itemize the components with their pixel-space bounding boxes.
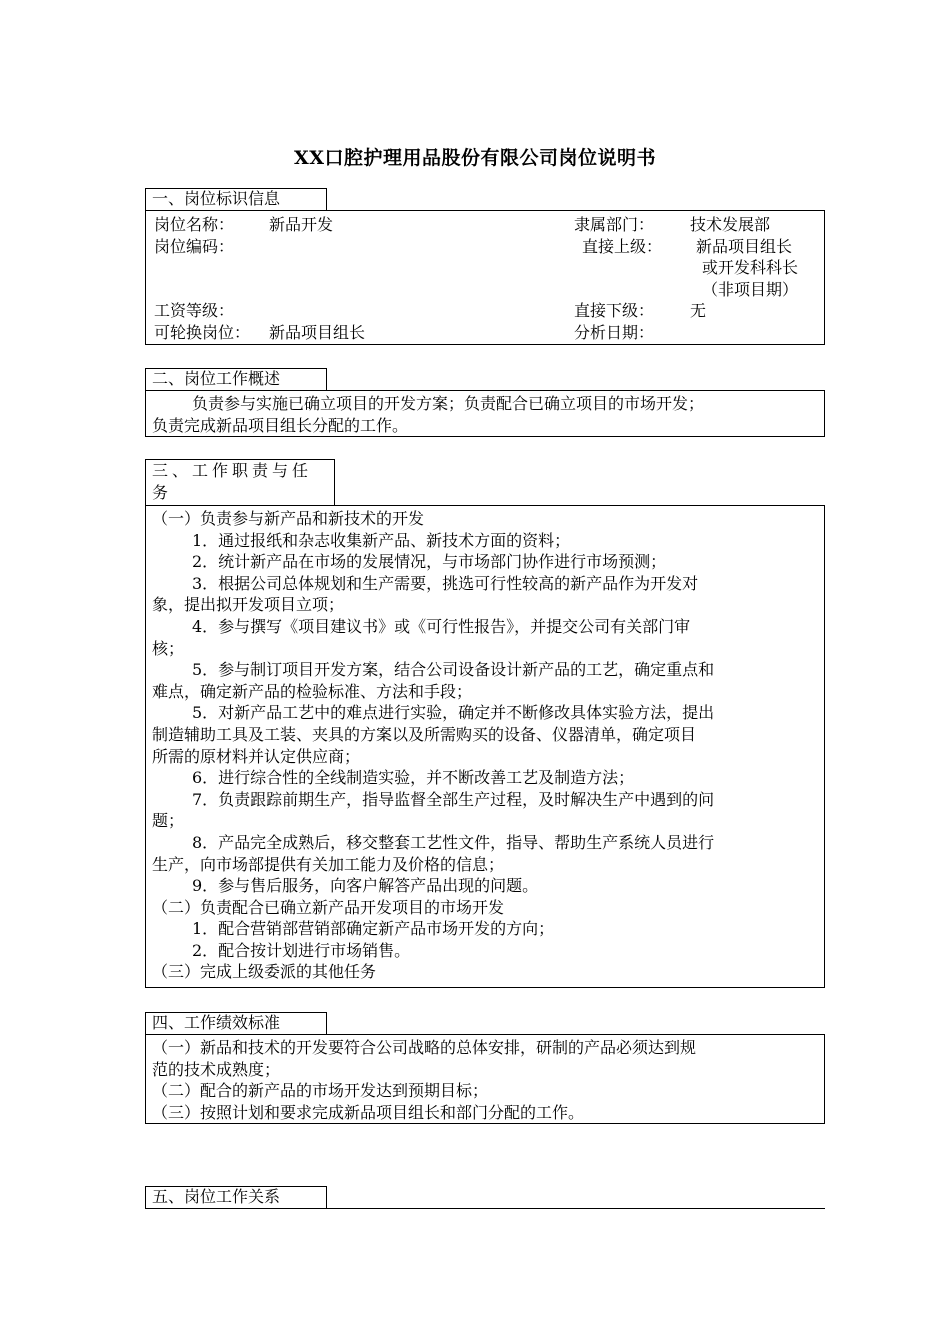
standard-line: 范的技术成熟度；	[152, 1059, 281, 1079]
section-5-rule	[145, 1208, 825, 1209]
section-4-header: 四、工作绩效标准	[145, 1012, 327, 1034]
dept-value: 技术发展部	[690, 215, 771, 234]
standard-line: （三）按照计划和要求完成新品项目组长和部门分配的工作。	[152, 1102, 585, 1122]
duty-line: 4．参与撰写《项目建议书》或《可行性报告》，并提交公司有关部门审	[192, 616, 691, 636]
section-3-header	[145, 459, 335, 505]
section-5-header: 五、岗位工作关系	[145, 1186, 327, 1208]
row-salary	[146, 300, 824, 322]
section-3-header-line-2: 务	[152, 483, 173, 502]
duty-line: 所需的原材料并认定供应商；	[152, 746, 361, 766]
superior-value-line-2: 或开发科科长	[702, 258, 799, 277]
duty-line: 核；	[152, 638, 185, 658]
rotation-label: 可轮换岗位：	[154, 322, 251, 342]
salary-label: 工资等级：	[154, 301, 235, 320]
row-job-name	[146, 214, 824, 236]
duty-line: 5．参与制订项目开发方案，结合公司设备设计新产品的工艺，确定重点和	[192, 660, 715, 680]
section-4-body	[145, 1034, 825, 1124]
duty-line: （三）完成上级委派的其他任务	[152, 962, 377, 982]
summary-line: 负责参与实施已确立项目的开发方案；负责配合已确立项目的市场开发；	[192, 394, 705, 413]
duty-line: 1．配合营销部营销部确定新产品市场开发的方向；	[192, 919, 555, 939]
duty-line: 8．产品完全成熟后，移交整套工艺性文件，指导、帮助生产系统人员进行	[192, 832, 715, 852]
section-3-body	[145, 505, 825, 988]
duty-line: 3．根据公司总体规划和生产需要，挑选可行性较高的新产品作为开发对	[192, 573, 699, 593]
standard-line: （二）配合的新产品的市场开发达到预期目标；	[152, 1081, 489, 1100]
section-1-body	[145, 210, 825, 345]
summary-line: 负责完成新品项目组长分配的工作。	[152, 415, 409, 435]
duty-line: 题；	[152, 811, 185, 831]
duty-line: 制造辅助工具及工装、夹具的方案以及所需购买的设备、仪器清单，确定项目	[152, 724, 697, 744]
job-code-label: 岗位编码：	[154, 236, 235, 256]
section-1-header: 一、岗位标识信息	[145, 188, 327, 210]
superior-label: 直接上级：	[582, 236, 663, 256]
row-job-code	[146, 236, 824, 258]
duty-line: 6．进行综合性的全线制造实验，并不断改善工艺及制造方法；	[192, 768, 635, 788]
superior-value-line-1: 新品项目组长	[696, 236, 793, 256]
duty-line: 象，提出拟开发项目立项；	[152, 595, 345, 615]
duty-line: 生产，向市场部提供有关加工能力及价格的信息；	[152, 854, 505, 874]
superior-value-line-3: （非项目期）	[702, 279, 799, 299]
duty-line: 5．对新产品工艺中的难点进行实验，确定并不断修改具体实验方法，提出	[192, 703, 715, 723]
row-rotation	[146, 322, 824, 344]
duty-line: 1．通过报纸和杂志收集新产品、新技术方面的资料；	[192, 530, 571, 550]
duty-line: 7．负责跟踪前期生产，指导监督全部生产过程，及时解决生产中遇到的问	[192, 789, 715, 809]
standard-line: （一）新品和技术的开发要符合公司战略的总体安排，研制的产品必须达到规	[152, 1038, 697, 1057]
section-2-body	[145, 390, 825, 437]
duty-line: 2．统计新产品在市场的发展情况，与市场部门协作进行市场预测；	[192, 552, 667, 572]
duty-line: 难点，确定新产品的检验标准、方法和手段；	[152, 681, 473, 701]
row-superior-3	[146, 279, 824, 301]
duty-line: 2．配合按计划进行市场销售。	[192, 940, 411, 960]
section-3-header-line-1: 三、工作职责与任	[152, 461, 313, 480]
duty-line: 9．参与售后服务，向客户解答产品出现的问题。	[192, 876, 539, 896]
job-name-value: 新品开发	[269, 215, 334, 234]
subordinate-value: 无	[690, 301, 707, 320]
row-superior-2	[146, 257, 824, 279]
rotation-value: 新品项目组长	[269, 322, 366, 342]
duty-line: （一）负责参与新产品和新技术的开发	[152, 509, 425, 528]
section-2-header: 二、岗位工作概述	[145, 368, 327, 390]
page-title: XX口腔护理用品股份有限公司岗位说明书	[294, 147, 656, 169]
job-name-label: 岗位名称：	[154, 215, 235, 234]
analysis-date-label: 分析日期：	[574, 322, 655, 342]
subordinate-label: 直接下级：	[574, 301, 655, 320]
dept-label: 隶属部门：	[574, 215, 655, 234]
duty-line: （二）负责配合已确立新产品开发项目的市场开发	[152, 897, 505, 917]
